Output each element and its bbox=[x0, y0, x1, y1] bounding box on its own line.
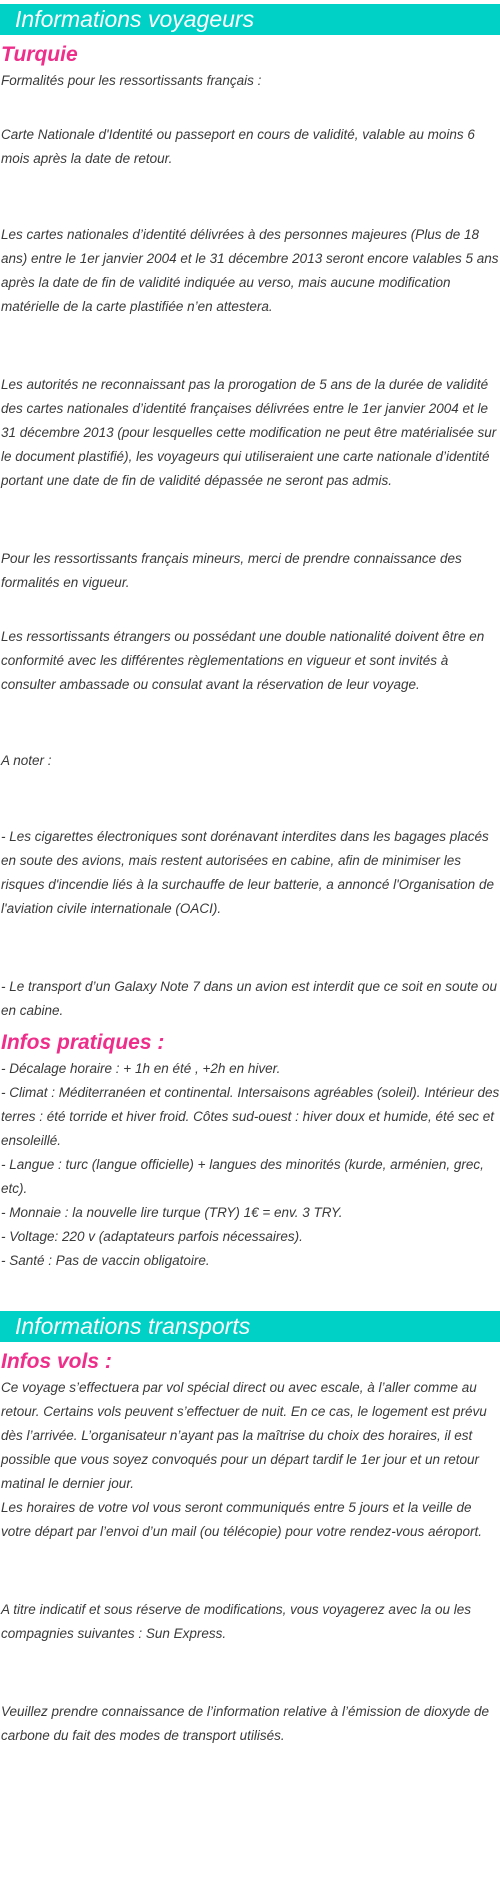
spacer bbox=[0, 697, 500, 749]
banner-transport-info bbox=[0, 1311, 500, 1342]
formalities-intro: Formalités pour les ressortissants français : bbox=[1, 73, 262, 88]
section-gap bbox=[0, 1273, 500, 1307]
practical-info-title: Infos pratiques : bbox=[1, 1031, 165, 1054]
spacer bbox=[0, 171, 500, 223]
spacer bbox=[0, 595, 500, 625]
formalities-paragraph-3: Les autorités ne reconnaissant pas la prorogation de 5 ans de la durée de validité des cartes nationales d’identité françaises délivrées entre le 1er janvier 2004 et le 31 décembre 2013 (pour lesquelles cette modification ne peut être matérialisée sur le document plastifié), les voyageurs qui utiliseraient une carte nationale d’identité portant une date de fin de validité dépassée ne seront pas admis. bbox=[1, 377, 497, 488]
practical-info-item-health: - Santé : Pas de vaccin obligatoire. bbox=[1, 1253, 210, 1268]
practical-info-item-voltage: - Voltage: 220 v (adaptateurs parfois nécessaires). bbox=[1, 1229, 303, 1244]
formalities-paragraph-2: Les cartes nationales d’identité délivrées à des personnes majeures (Plus de 18 ans) entre le 1er janvier 2004 et le 31 décembre 2013 seront encore valables 5 ans après la date de fin de validité indiquée au verso, mais aucune modification matérielle de la carte plastifiée n’en attestera. bbox=[1, 227, 499, 314]
flights-paragraph-2: Les horaires de votre vol vous seront communiqués entre 5 jours et la veille de votre départ par l’envoi d’un mail (ou télécopie) pour votre rendez-vous aéroport. bbox=[1, 1500, 483, 1539]
flights-paragraph-1: Ce voyage s’effectuera par vol spécial direct ou avec escale, à l’aller comme au retour. Certains vols peuvent s’effectuer de nuit. En ce cas, le logement est prévu dès l’arrivée. L’organisateur n’ayant pas la maîtrise du choix des horaires, il est possible que vous soyez convoqués pour un départ tardif le 1er jour et un retour matinal le dernier jour. bbox=[1, 1380, 487, 1491]
spacer bbox=[0, 493, 500, 547]
banner-transport-info-title: Informations transports bbox=[15, 1313, 251, 1339]
practical-info-item-climate: - Climat : Méditerranéen et continental. Intersaisons agréables (soleil). Intérieur des terres : été torride et hiver froid. Côtes sud-ouest : hiver doux et humide, été sec et ensoleillé. bbox=[1, 1085, 500, 1148]
spacer bbox=[0, 1544, 500, 1598]
spacer bbox=[0, 319, 500, 373]
flights-paragraph-3: A titre indicatif et sous réserve de modifications, vous voyagerez avec la ou les compagnies suivantes : Sun Express. bbox=[1, 1602, 471, 1641]
spacer bbox=[0, 1646, 500, 1700]
formalities-paragraph-4: Pour les ressortissants français mineurs, merci de prendre connaissance des formalités en vigueur. bbox=[1, 551, 462, 590]
formalities-paragraph-5: Les ressortissants étrangers ou possédant une double nationalité doivent être en conformité avec les différentes règlementations en vigueur et sont invités à consulter ambassade ou consulat avant la réservation de leur voyage. bbox=[1, 629, 485, 692]
spacer bbox=[0, 93, 500, 123]
practical-info-item-language: - Langue : turc (langue officielle) + langues des minorités (kurde, arménien, grec, etc). bbox=[1, 1157, 484, 1196]
banner-travelers-info bbox=[0, 4, 500, 35]
banner-travelers-info-title: Informations voyageurs bbox=[15, 6, 255, 32]
practical-info-list bbox=[0, 1057, 500, 1273]
note-paragraph-1: - Les cigarettes électroniques sont dorénavant interdites dans les bagages placés en soute des avions, mais restent autorisées en cabine, afin de minimiser les risques d'incendie liés à la surchauffe de leur batterie, a annoncé l'Organisation de l'aviation civile internationale (OACI). bbox=[1, 829, 494, 916]
spacer bbox=[0, 921, 500, 975]
flights-info-title: Infos vols : bbox=[1, 1350, 112, 1373]
note-paragraph-2: - Le transport d’un Galaxy Note 7 dans un avion est interdit que ce soit en soute ou en cabine. bbox=[1, 979, 498, 1018]
flights-paragraph-4: Veuillez prendre connaissance de l’information relative à l’émission de dioxyde de carbone du fait des modes de transport utilisés. bbox=[1, 1704, 490, 1743]
note-label: A noter : bbox=[1, 753, 52, 768]
practical-info-item-timezone: - Décalage horaire : + 1h en été , +2h en hiver. bbox=[1, 1061, 281, 1076]
country-title: Turquie bbox=[1, 43, 78, 66]
spacer bbox=[0, 773, 500, 825]
practical-info-item-currency: - Monnaie : la nouvelle lire turque (TRY) 1€ = env. 3 TRY. bbox=[1, 1205, 343, 1220]
formalities-paragraph-1: Carte Nationale d'Identité ou passeport en cours de validité, valable au moins 6 mois après la date de retour. bbox=[1, 127, 475, 166]
